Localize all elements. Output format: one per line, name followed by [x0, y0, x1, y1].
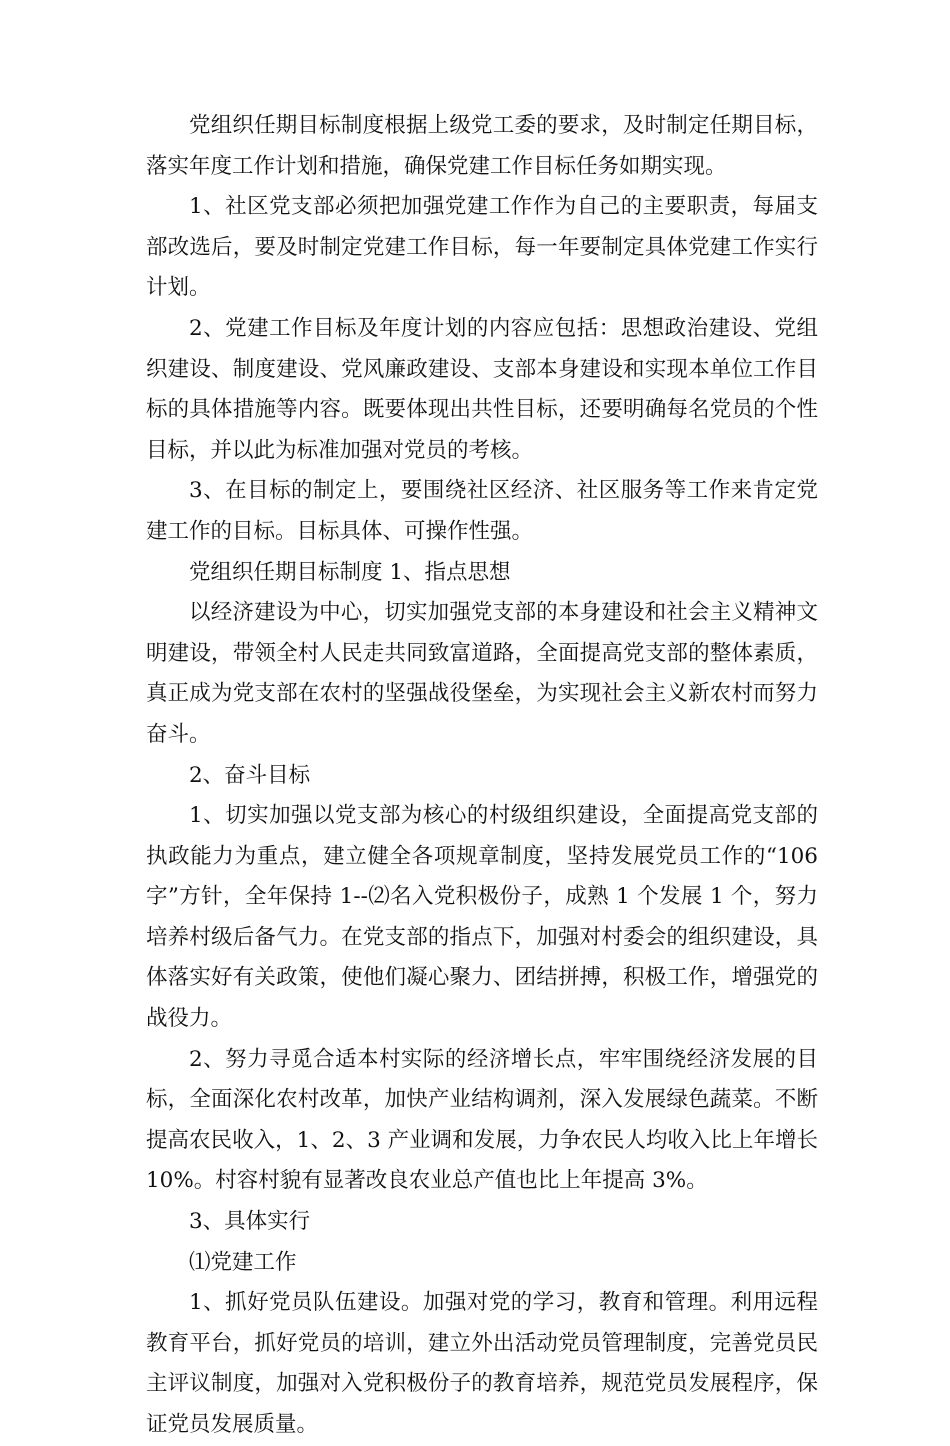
paragraph-goal-1: 1、切实加强以党支部为核心的村级组织建设，全面提高党支部的执政能力为重点，建立健全各项规章制度，坚持发展党员工作的“106 字”方针，全年保持 1--⑵名入党积极份子，成熟 1 个发展 1 个，努力培养村级后备气力。在党支部的指点下，加强对村委会的组织建设，具体落实好有关政策，使他们凝心聚力、团结拼搏，积极工作，增强党的战役力。 — [146, 803, 818, 1032]
paragraph-goal-2: 2、努力寻觅合适本村实际的经济增长点，牢牢围绕经济发展的目标，全面深化农村改革，加快产业结构调剂，深入发展绿色蔬菜。不断提高农民收入，1、2、3 产业调和发展，力争农民人均收入比上年增长 10%。村容村貌有显著改良农业总产值也比上年提高 3%。 — [146, 1046, 818, 1194]
section-heading-guiding-thought: 党组织任期目标制度 1、指点思想 — [189, 559, 511, 585]
paragraph-guiding-thought: 以经济建设为中心，切实加强党支部的本身建设和社会主义精神文明建设，带领全村人民走共同致富道路，全面提高党支部的整体素质，真正成为党支部在农村的坚强战役堡垒，为实现社会主义新农村而努力奋斗。 — [146, 600, 818, 747]
section-heading-goals: 2、奋斗目标 — [189, 762, 311, 788]
paragraph-party-building-1: 1、抓好党员队伍建设。加强对党的学习，教育和管理。利用远程教育平台，抓好党员的培训，建立外出活动党员管理制度，完善党员民主评议制度，加强对入党积极份子的教育培养，规范党员发展程序，保证党员发展质量。 — [146, 1290, 818, 1437]
subsection-heading-party-building: ⑴党建工作 — [189, 1249, 297, 1275]
paragraph-item-3: 3、在目标的制定上，要围绕社区经济、社区服务等工作来肯定党建工作的目标。目标具体、可操作性强。 — [146, 478, 818, 544]
paragraph-intro: 党组织任期目标制度根据上级党工委的要求，及时制定任期目标，落实年度工作计划和措施，确保党建工作目标任务如期实现。 — [146, 113, 818, 179]
paragraph-item-1: 1、社区党支部必须把加强党建工作作为自己的主要职责，每届支部改选后，要及时制定党建工作目标，每一年要制定具体党建工作实行计划。 — [146, 194, 818, 301]
paragraph-item-2: 2、党建工作目标及年度计划的内容应包括：思想政治建设、党组织建设、制度建设、党风廉政建设、支部本身建设和实现本单位工作目标的具体措施等内容。既要体现出共性目标，还要明确每名党员的个性目标，并以此为标准加强对党员的考核。 — [146, 315, 818, 463]
section-heading-implementation: 3、具体实行 — [189, 1209, 311, 1235]
document-body — [146, 106, 818, 1446]
